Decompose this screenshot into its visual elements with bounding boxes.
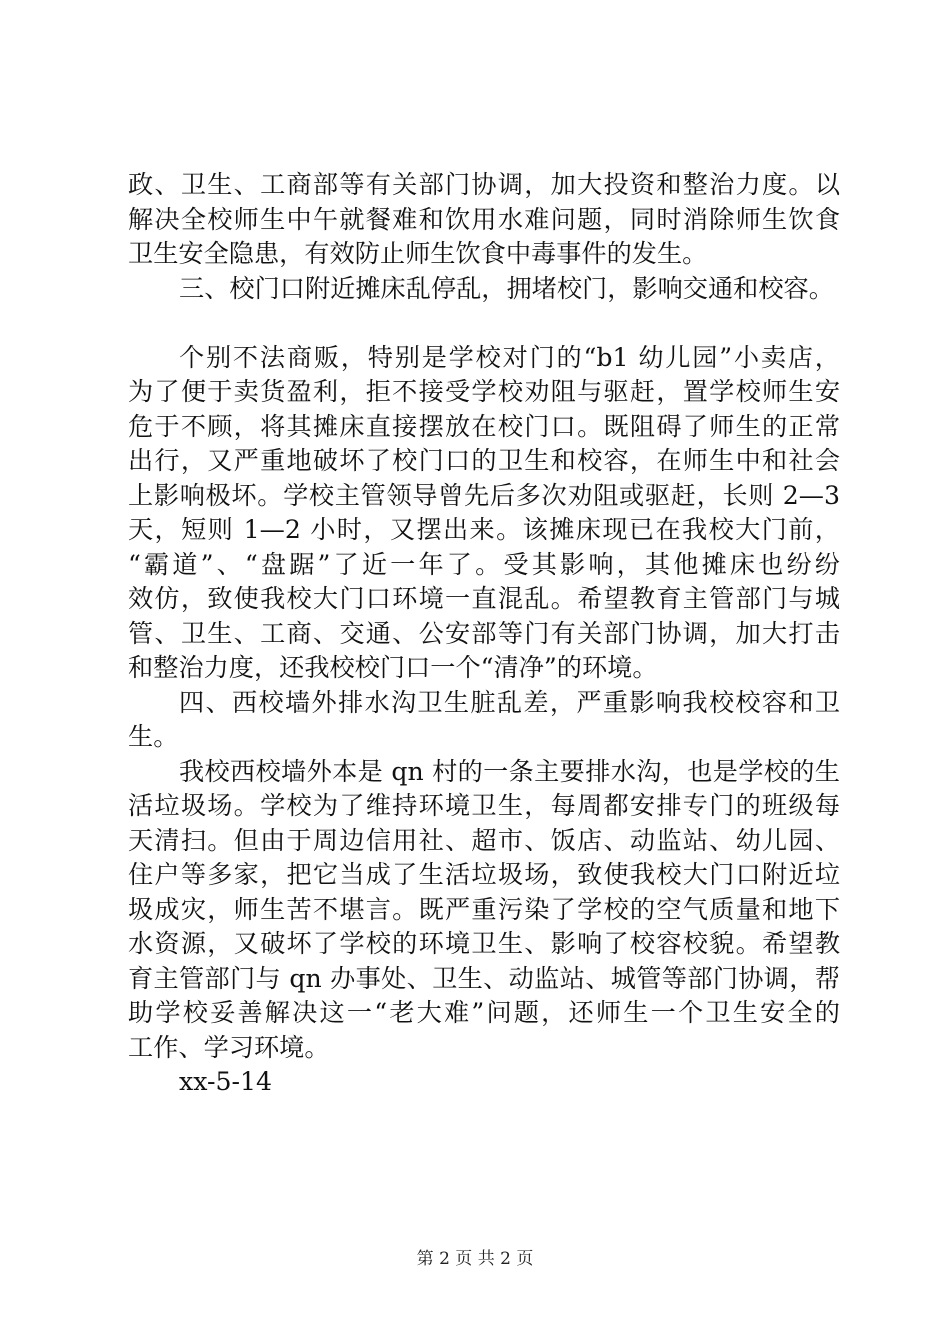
text-line: 四、西校墙外排水沟卫生脏乱差，严重影响我校校容和卫 <box>179 687 840 717</box>
paragraph <box>128 168 840 272</box>
text-line: 解决全校师生中午就餐难和饮用水难问题，同时消除师生饮食 <box>128 204 840 234</box>
text-line: 和整治力度，还我校校门口一个“清净”的环境。 <box>128 653 658 682</box>
text-line: “霸道”、“盘踞”了近一年了。受其影响，其他摊床也纷纷 <box>128 549 840 579</box>
paragraph <box>128 686 840 755</box>
text-line: 天清扫。但由于周边信用社、超市、饭店、动监站、幼儿园、 <box>128 825 840 855</box>
blank-line <box>128 306 840 341</box>
document-body <box>128 168 840 1100</box>
text-line: 效仿，致使我校大门口环境一直混乱。希望教育主管部门与城 <box>128 584 840 613</box>
text-line: 卫生安全隐患，有效防止师生饮食中毒事件的发生。 <box>128 239 708 268</box>
text-line: xx-5-14 <box>179 1067 273 1096</box>
paragraph <box>128 341 840 686</box>
text-line: 圾成灾，师生苦不堪言。既严重污染了学校的空气质量和地下 <box>128 894 840 924</box>
page-footer: 第 2 页 共 2 页 <box>416 1249 534 1269</box>
text-line: 危于不顾，将其摊床直接摆放在校门口。既阻碍了师生的正常 <box>128 411 840 441</box>
text-line: 住户等多家，把它当成了生活垃圾场，致使我校大门口附近垃 <box>128 860 840 889</box>
text-line: 上影响极坏。学校主管领导曾先后多次劝阻或驱赶，长则 2—3 <box>128 480 840 510</box>
paragraph <box>128 755 840 1066</box>
text-line: 生。 <box>128 722 179 751</box>
text-line: 政、卫生、工商部等有关部门协调，加大投资和整治力度。以 <box>128 170 840 199</box>
text-line: 水资源，又破坏了学校的环境卫生、影响了校容校貌。希望教 <box>128 929 840 958</box>
text-line: 个别不法商贩，特别是学校对门的“b1 幼儿园”小卖店， <box>179 342 840 372</box>
text-line: 活垃圾场。学校为了维持环境卫生，每周都安排专门的班级每 <box>128 791 840 820</box>
text-line: 三、校门口附近摊床乱停乱，拥堵校门，影响交通和校容。 <box>179 273 834 303</box>
text-line: 管、卫生、工商、交通、公安部等门有关部门协调，加大打击 <box>128 618 840 648</box>
text-line: 工作、学习环境。 <box>128 1032 330 1062</box>
text-line: 天，短则 1—2 小时，又摆出来。该摊床现已在我校大门前， <box>128 515 840 544</box>
paragraph <box>128 1065 840 1100</box>
text-line: 育主管部门与 qn 办事处、卫生、动监站、城管等部门协调，帮 <box>128 963 840 993</box>
text-line: 我校西校墙外本是 qn 村的一条主要排水沟，也是学校的生 <box>179 756 840 786</box>
paragraph <box>128 272 840 307</box>
text-line: 为了便于卖货盈利，拒不接受学校劝阻与驱赶，置学校师生安 <box>128 377 840 406</box>
text-line: 出行，又严重地破坏了校门口的卫生和校容，在师生中和社会 <box>128 446 840 475</box>
text-line: 助学校妥善解决这一“老大难”问题，还师生一个卫生安全的 <box>128 998 840 1027</box>
